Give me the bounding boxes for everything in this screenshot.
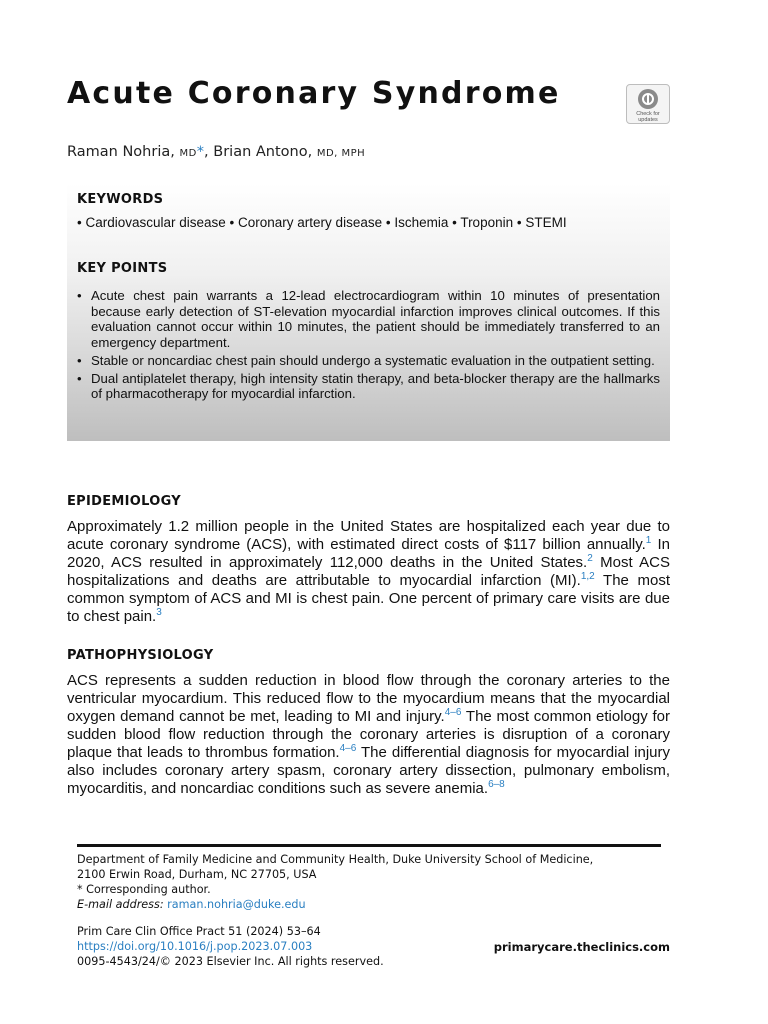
- epidemiology-paragraph: Approximately 1.2 million people in the United States are hospitalized each year due to acute coronary syndrome (ACS), with estimated direct costs of $117 billion annually.$^1$ In 2020, ACS resulted in approximately 112,000 deaths in the United States.$^2$ Most ACS hospitalizations and deaths are attributable to myocardial infarction (MI).$^{1,2}$ The most common symptom of ACS and MI is chest pain. One percent of primary care visits are due to chest pain.$^3$: [67, 518, 670, 625]
- article-title: Acute Coronary Syndrome: [67, 76, 561, 111]
- corresponding-author-marker[interactable]: *: [196, 144, 205, 160]
- citation-link[interactable]: 1,2: [580, 571, 595, 582]
- citation-link[interactable]: 1: [645, 535, 652, 546]
- journal-website-link[interactable]: primarycare.theclinics.com: [493, 940, 670, 954]
- check-for-updates-badge[interactable]: [626, 84, 670, 124]
- doi-link[interactable]: https://doi.org/10.1016/j.pop.2023.07.003: [77, 940, 313, 953]
- list-item: • Acute chest pain warrants a 12-lead electrocardiogram within 10 minutes of presentation because early detection of ST-elevation myocardial infarction improves clinical outcomes. If this evaluation cannot occur within 10 minutes, the patient should be immediately transferred to an emergency department.: [77, 288, 660, 350]
- email-line: [77, 897, 306, 912]
- corresponding-author-note: * Corresponding author.: [77, 883, 211, 896]
- author-name: Raman Nohria,: [67, 144, 175, 160]
- keywords-heading: KEYWORDS: [77, 192, 164, 207]
- list-item: • Stable or noncardiac chest pain should undergo a systematic evaluation in the outpatient setting.: [77, 352, 655, 368]
- list-item: • Dual antiplatelet therapy, high intensity statin therapy, and beta-blocker therapy are the hallmarks of pharmacotherapy for myocardial infarction.: [77, 370, 660, 401]
- badge-line-2: updates: [638, 117, 658, 123]
- author-degree: MD, MPH: [316, 148, 366, 159]
- citation-link[interactable]: 4–6: [339, 743, 357, 754]
- citation-link[interactable]: 3: [156, 607, 162, 618]
- copyright-line: 0095-4543/24/© 2023 Elsevier Inc. All rights reserved.: [77, 955, 384, 968]
- badge-line-1: Check for: [636, 111, 660, 117]
- citation-link[interactable]: 2: [587, 553, 593, 564]
- pathophysiology-paragraph: ACS represents a sudden reduction in blood flow through the coronary arteries to the ventricular myocardium. This reduced flow to the myocardium means that the myocardial oxygen demand cannot be met, leading to MI and injury.$^{4-6}$ The most common etiology for sudden blood flow reduction through the coronary arteries is disruption of a coronary plaque that leads to thrombus formation.$^{4-6}$ The differential diagnosis for myocardial injury also includes coronary artery spasm, coronary artery dissection, pulmonary embolism, myocarditis, and noncardiac conditions such as severe anemia.$^{6-8}$: [67, 672, 670, 797]
- citation-link[interactable]: 4–6: [444, 707, 462, 718]
- affiliation-line: Department of Family Medicine and Community Health, Duke University School of Medicine,: [77, 853, 594, 866]
- check-for-updates-icon: [638, 89, 658, 109]
- affiliation-line: 2100 Erwin Road, Durham, NC 27705, USA: [77, 868, 317, 881]
- epidemiology-heading: EPIDEMIOLOGY: [67, 494, 182, 509]
- bullet-icon: •: [77, 370, 82, 386]
- email-link[interactable]: raman.nohria@duke.edu: [167, 898, 306, 911]
- keywords-keypoints-box: [67, 184, 670, 441]
- pathophysiology-heading: PATHOPHYSIOLOGY: [67, 648, 214, 663]
- citation-link[interactable]: 6–8: [488, 779, 505, 790]
- key-points-heading: KEY POINTS: [77, 261, 168, 276]
- email-label: E-mail address:: [77, 898, 164, 911]
- author-list: [67, 144, 365, 160]
- footnote-divider: [77, 844, 661, 847]
- bullet-icon: •: [77, 352, 82, 368]
- keywords-list: • Cardiovascular disease • Coronary artery disease • Ischemia • Troponin • STEMI: [77, 215, 567, 230]
- author-separator: ,: [204, 144, 209, 160]
- author-name: Brian Antono,: [213, 144, 313, 160]
- journal-citation: Prim Care Clin Office Pract 51 (2024) 53–64: [77, 925, 321, 938]
- author-degree: MD: [179, 148, 197, 159]
- key-points-list: [77, 288, 660, 404]
- bullet-icon: •: [77, 288, 82, 303]
